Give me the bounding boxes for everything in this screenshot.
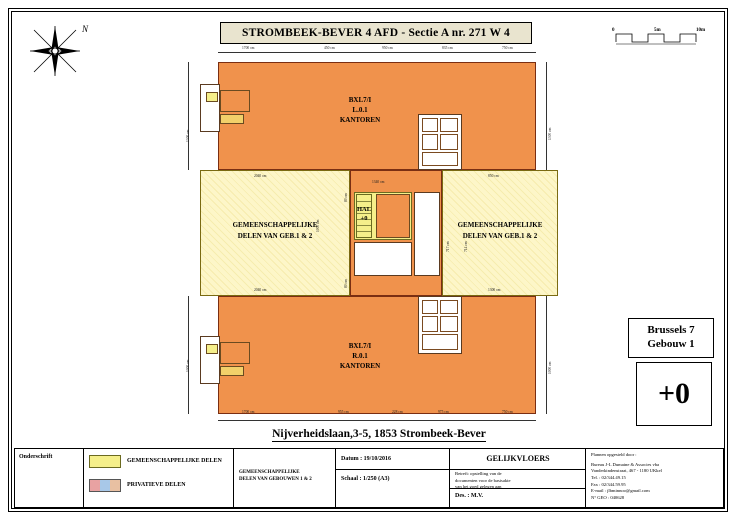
legend-table — [14, 448, 724, 508]
dim-line-left-upper — [188, 62, 189, 170]
legend-drawn-by: Plannen opgesteld door : Bureau J-L Dumaine & Associes vba Vanderkindenstraat, 467 - 1180 UKkel Tel. : 02/344.49.15 Fax : 02/344.59.95 E-mail : jlbminnoo@gmail.com N° GEO : 040628 — [591, 452, 662, 500]
compass-icon — [26, 22, 88, 80]
dim-left-2: 1000 cm — [186, 359, 190, 372]
furniture-lower-left-b — [220, 342, 250, 364]
dim-line-bottom — [218, 420, 536, 421]
level-box: +0 — [636, 362, 712, 426]
dim-mid-5: 80 cm — [344, 279, 348, 288]
common-right-label: GEMEENSCHAPPELIJKE DELEN VAN GEB.1 & 2 — [457, 221, 543, 240]
dim-top-5: 750 cm — [502, 46, 513, 50]
dim-line-top — [218, 52, 536, 53]
dim-bottom-5: 750 cm — [502, 410, 513, 414]
common-left-label: GEMEENSCHAPPELIJKE DELEN VAN GEB.1 & 2 — [232, 221, 318, 240]
furniture-upper-left-c — [220, 114, 244, 124]
dim-mid-2: 2040 cm — [254, 288, 267, 292]
dim-top-2: 450 cm — [324, 46, 335, 50]
dim-mid-7: 714 cm — [464, 241, 468, 252]
hall-annex-right — [414, 192, 440, 276]
wc-upper-1 — [422, 118, 438, 132]
unit-upper-label: BXL7/I L.0.1 KANTOREN — [339, 96, 381, 124]
hall-annex-lower — [354, 242, 412, 276]
wc-lower-3 — [422, 316, 438, 332]
legend-private-swatch — [89, 479, 121, 492]
street-address: Nijverheidslaan,3-5, 1853 Strombeek-Bever — [272, 428, 486, 440]
wc-upper-5 — [422, 152, 458, 166]
scale-bar-start: 0 — [612, 28, 615, 33]
furniture-lower-left-c — [220, 366, 244, 376]
legend-designer: Des. : M.V. — [455, 493, 484, 499]
legend-subject: Betreft: opstelling van de documenten voor de basisakte van het goed gelegen aan — [455, 471, 511, 490]
building-name: Brussels 7 — [647, 324, 695, 337]
building-number: Gebouw 1 — [647, 338, 695, 350]
building-box — [628, 318, 714, 358]
dim-left-1: 1300 cm — [186, 129, 190, 142]
dim-bottom-4: 975 cm — [438, 410, 449, 414]
dim-top-1: 1700 cm — [242, 46, 255, 50]
wc-lower-4 — [440, 316, 458, 332]
furniture-lower-left-a — [206, 344, 218, 354]
legend-date: Datum : 19/10/2016 — [341, 456, 391, 462]
dim-bottom-1: 1700 cm — [242, 410, 255, 414]
wc-upper-4 — [440, 134, 458, 150]
plan-title: STROMBEEK-BEVER 4 AFD - Sectie A nr. 271 W 4 — [220, 22, 532, 44]
hall-room-right — [376, 194, 410, 238]
dim-right-1: 1300 cm — [548, 127, 552, 140]
dim-mid-6: 717 cm — [446, 241, 450, 252]
furniture-upper-left-b — [220, 90, 250, 112]
dim-right-3: 1300 cm — [488, 288, 501, 292]
dim-line-right-upper — [546, 62, 547, 170]
legend-private-row: PRIVATIEVE DELEN — [89, 479, 186, 492]
dim-bottom-3: 228 cm — [392, 410, 403, 414]
hall-label: HAL +0 — [356, 206, 372, 222]
floor-plan — [186, 46, 562, 424]
scale-bar — [612, 28, 704, 50]
wc-upper-2 — [440, 118, 458, 132]
wc-lower-1 — [422, 300, 438, 314]
wc-upper-3 — [422, 134, 438, 150]
dim-left-top-vert: 1000 cm — [316, 219, 320, 232]
dim-top-3: 950 cm — [382, 46, 393, 50]
legend-common-row: GEMEENSCHAPPELIJKE DELEN — [89, 455, 222, 468]
legend-common-swatch — [89, 455, 121, 468]
legend-signature-label: Onderschrift — [19, 454, 53, 460]
dim-top-4: 835 cm — [442, 46, 453, 50]
scale-bar-mid: 5m — [654, 28, 661, 33]
wc-lower-2 — [440, 300, 458, 314]
dim-mid-3: 1340 cm — [372, 180, 385, 184]
furniture-upper-left-a — [206, 92, 218, 102]
dim-bottom-2: 955 cm — [338, 410, 349, 414]
dim-mid-4: 80 cm — [344, 193, 348, 202]
legend-scale: Schaal : 1/250 (A3) — [341, 476, 390, 482]
dim-mid-1: 2040 cm — [254, 174, 267, 178]
dim-line-left-lower — [188, 296, 189, 414]
dim-right-2: 850 cm — [488, 174, 499, 178]
scale-bar-end: 10m — [696, 28, 706, 33]
legend-common-buildings: GEMEENSCHAPPELIJKE DELEN VAN GEBOUWEN 1 & 2 — [239, 470, 312, 482]
dim-line-right-lower — [546, 296, 547, 414]
unit-lower-label: BXL7/I R.0.1 KANTOREN — [339, 342, 381, 370]
compass-north-label: N — [81, 24, 88, 34]
legend-floor: GELIJKVLOERS — [486, 454, 550, 463]
wc-lower-5 — [422, 334, 458, 350]
dim-right-4: 1000 cm — [548, 361, 552, 374]
